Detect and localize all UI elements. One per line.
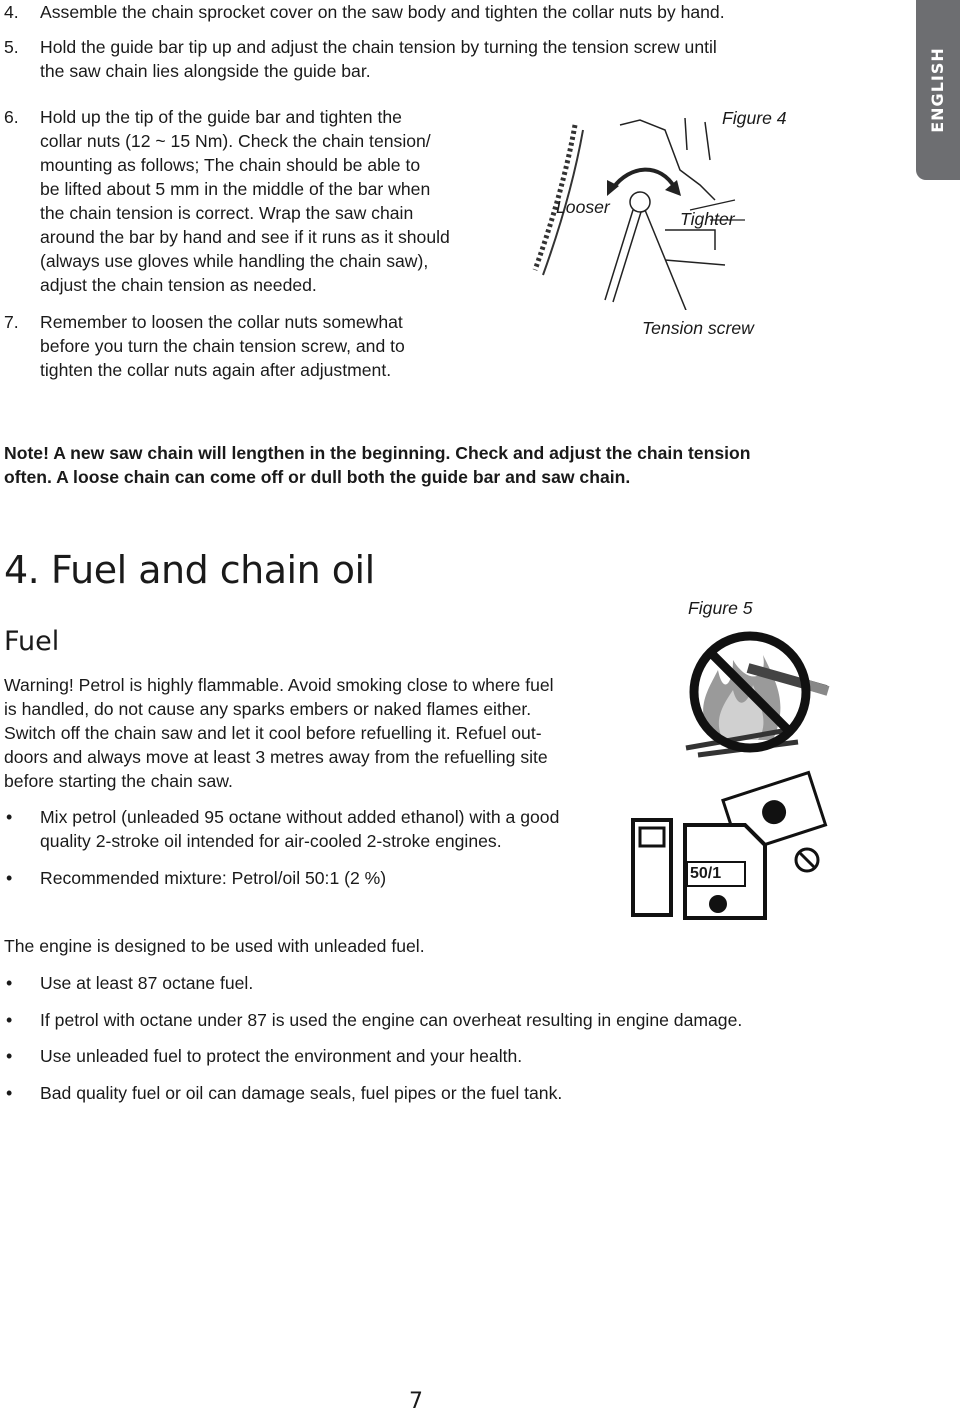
warning-line: Warning! Petrol is highly flammable. Avoid smoking close to where fuel	[4, 675, 554, 695]
note	[4, 441, 751, 489]
looser-label: Looser	[556, 197, 610, 217]
step-number: 4.	[4, 2, 19, 22]
fuel-mixture-icon	[625, 770, 835, 920]
chain-tension-illustration	[515, 110, 775, 310]
step-text-line: mounting as follows; The chain should be able to	[40, 155, 421, 175]
section-title: 4. Fuel and chain oil	[4, 548, 375, 592]
step-text-line: collar nuts (12 ~ 15 Nm). Check the chain tension/	[40, 131, 431, 151]
page-number: 7	[409, 1389, 423, 1414]
bullet-text: Use at least 87 octane fuel.	[40, 973, 254, 993]
step-number: 6.	[4, 107, 19, 127]
bullet-text-line: Recommended mixture: Petrol/oil 50:1 (2 %)	[40, 868, 387, 888]
note-line: often. A loose chain can come off or dull both the guide bar and saw chain.	[4, 467, 631, 487]
step-number: 5.	[4, 37, 19, 57]
step-text-line: be lifted about 5 mm in the middle of the bar when	[40, 179, 431, 199]
engine-paragraph: The engine is designed to be used with unleaded fuel.	[4, 936, 425, 956]
bullet-icon: •	[6, 807, 13, 827]
bullet-icon: •	[6, 1046, 13, 1066]
figure-4-title: Figure 4	[722, 108, 787, 128]
step-text-line: Remember to loosen the collar nuts somewhat	[40, 312, 403, 332]
warning-paragraph	[4, 673, 554, 793]
step-text-line: tighten the collar nuts again after adjustment.	[40, 360, 392, 380]
subsection-title: Fuel	[4, 626, 60, 657]
tension-screw-label: Tension screw	[642, 318, 754, 338]
bullet-text: If petrol with octane under 87 is used the engine can overheat resulting in engine damage.	[40, 1010, 743, 1030]
language-tab-label: ENGLISH	[928, 47, 947, 133]
step-text-line: Hold the guide bar tip up and adjust the chain tension by turning the tension screw until	[40, 37, 717, 57]
bullet-text-line: Mix petrol (unleaded 95 octane without added ethanol) with a good	[40, 807, 560, 827]
warning-line: Switch off the chain saw and let it cool before refuelling it. Refuel out-	[4, 723, 542, 743]
step-text-line: before you turn the chain tension screw, and to	[40, 336, 405, 356]
note-line: Note! A new saw chain will lengthen in the beginning. Check and adjust the chain tension	[4, 443, 751, 463]
step-number: 7.	[4, 312, 19, 332]
step-text-line: around the bar by hand and see if it runs as it should	[40, 227, 450, 247]
step-text-line: (always use gloves while handling the chain saw),	[40, 251, 429, 271]
bullet-icon: •	[6, 1010, 13, 1030]
warning-line: doors and always move at least 3 metres away from the refuelling site	[4, 747, 548, 767]
step-text-line: the saw chain lies alongside the guide bar.	[40, 61, 371, 81]
figure-5-title: Figure 5	[688, 598, 753, 618]
bullet-icon: •	[6, 1083, 13, 1103]
step-text-line: Assemble the chain sprocket cover on the saw body and tighten the collar nuts by hand.	[40, 2, 725, 22]
tighter-label: Tighter	[680, 209, 735, 229]
bullet-text: Use unleaded fuel to protect the environment and your health.	[40, 1046, 523, 1066]
bullet-text-line: quality 2-stroke oil intended for air-cooled 2-stroke engines.	[40, 831, 502, 851]
step-text-line: the chain tension is correct. Wrap the saw chain	[40, 203, 414, 223]
step-text-line: adjust the chain tension as needed.	[40, 275, 317, 295]
step-text-line: Hold up the tip of the guide bar and tighten the	[40, 107, 402, 127]
warning-line: is handled, do not cause any sparks embers or naked flames either.	[4, 699, 532, 719]
no-smoking-no-fire-icon	[678, 630, 838, 760]
bullet-icon: •	[6, 973, 13, 993]
bullet-icon: •	[6, 868, 13, 888]
fuel-ratio-label: 50/1	[690, 865, 722, 882]
bullet-text: Bad quality fuel or oil can damage seals, fuel pipes or the fuel tank.	[40, 1083, 563, 1103]
warning-line: before starting the chain saw.	[4, 771, 233, 791]
language-tab	[916, 0, 960, 180]
